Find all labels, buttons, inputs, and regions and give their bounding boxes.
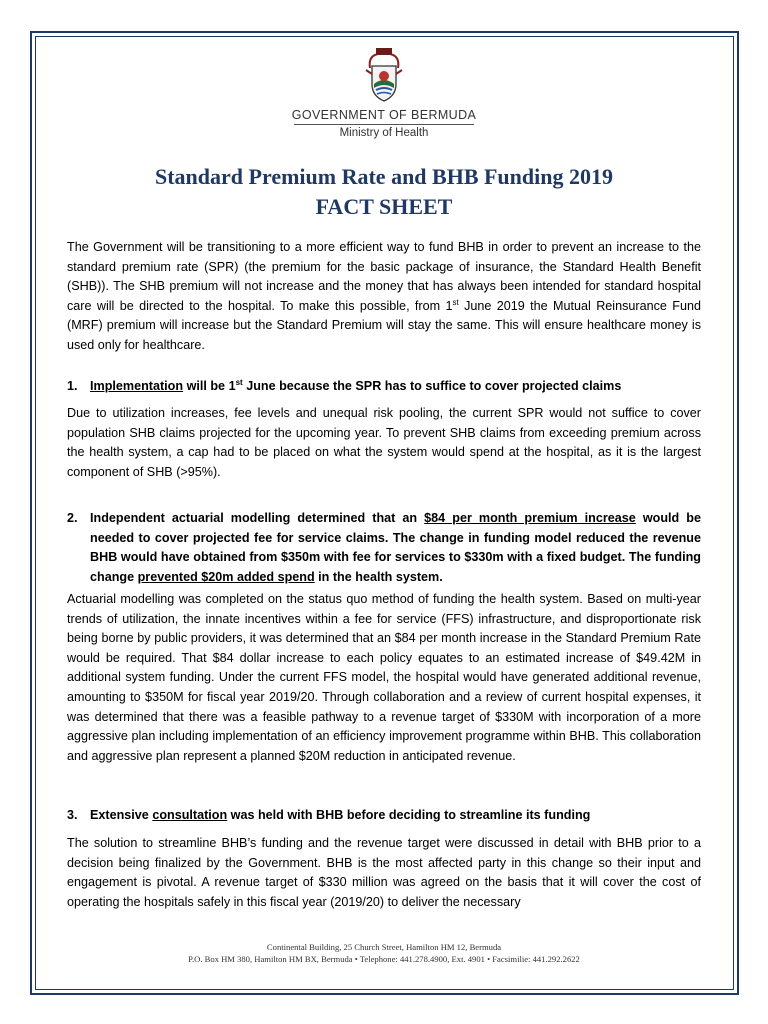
section-3-underlined: consultation [152, 808, 228, 822]
section-2-text-c: in the health system. [314, 569, 443, 584]
title-line-1: Standard Premium Rate and BHB Funding 2019 [154, 164, 613, 189]
section-1-text-b: June because the SPR has to suffice to cover projected claims [242, 379, 622, 393]
intro-paragraph [67, 238, 701, 356]
section-2-underlined-1: $84 per month premium increase [424, 511, 636, 525]
section-2-body: Actuarial modelling was completed on the status quo method of funding the health system. Based on multi-year trends of utilization, the innate incentives within a fee for service (FFS) infrastructure, and disproportionate risk being borne by public providers, it was determined that an $84 per month increase in the Standard Premium Rate would be required. That $84 dollar increase to each policy equates to an estimated increase of $49.42M in additional system funding. Under the current FFS model, the hospital would have generated additional revenue, amounting to $350M for fiscal year 2019/20. Through collaboration and a review of current hospital expenses, it was determined that there was a feasible pathway to a revenue target of $330M with incorporation of a more aggressive plan including implementation of an efficiency improvement programme within BHB. This collaboration and aggressive plan represent a planned $20M reduction in anticipated revenue. [67, 592, 701, 763]
section-1-number: 1. [67, 379, 78, 393]
section-1-heading [67, 377, 701, 397]
document-title [0, 162, 768, 222]
ministry-name: Ministry of Health [339, 127, 429, 139]
letterhead [0, 46, 768, 139]
intro-text-2: June 2019 the Mutual Reinsurance Fund (MRF) premium will increase but the Standard Premium will stay the same. This will ensure healthcare money is used only for healthcare. [67, 298, 701, 352]
intro-text-1: The Government will be transitioning to a more efficient way to fund BHB in order to prevent an increase to the standard premium rate (SPR) (the premium for the basic package of insurance, the Standard Health Benefit (SHB)). The SHB premium will not increase and the money that has always been intended for standard hospital care will be directed to the hospital. To make this possible, from 1 [67, 240, 701, 313]
government-name: GOVERNMENT OF BERMUDA [291, 108, 477, 122]
section-2-text-a: Independent actuarial modelling determined that an [90, 511, 425, 525]
section-1-text-a: will be 1 [183, 379, 236, 393]
letterhead-divider [294, 124, 474, 125]
title-line-2: FACT SHEET [315, 194, 453, 219]
section-1-sup: st [235, 378, 243, 387]
section-3-heading [67, 806, 701, 826]
footer-line-2: P.O. Box HM 380, Hamilton HM BX, Bermuda • Telephone: 441.278.4900, Ext. 4901 • Facsimilie: 441.292.2622 [188, 954, 580, 964]
section-2-number: 2. [67, 511, 78, 525]
section-3-text-a: Extensive [90, 808, 153, 822]
footer-line-1: Continental Building, 25 Church Street, Hamilton HM 12, Bermuda [266, 942, 502, 952]
section-3-number: 3. [67, 808, 78, 822]
section-2-underlined-2: prevented $20m added spend [137, 569, 315, 584]
bermuda-coat-of-arms-icon [362, 46, 406, 104]
section-2-text-b: would be needed to cover projected fee for service claims. The change in funding model reduced the revenue BHB would have obtained from $350m with fee for services to $330m with a fixed budget. The funding change [90, 511, 701, 584]
section-1-underlined: Implementation [90, 379, 184, 393]
section-2-heading [67, 509, 701, 587]
section-1-body: Due to utilization increases, fee levels and unequal risk pooling, the current SPR would not suffice to cover population SHB claims projected for the upcoming year. To prevent SHB claims from exceeding premium across the health system, a cap had to be placed on what the system would spend at the hospital, as it is the largest component of SHB (>95%). [67, 406, 701, 479]
intro-sup: st [452, 297, 459, 307]
section-3-body: The solution to streamline BHB’s funding and the revenue target were discussed in detail with BHB prior to a decision being finalized by the Government. BHB is the most affected party in this change so their input and engagement is pivotal. A revenue target of $330 million was agreed on the basis that it will cover the cost of operating the hospitals safely in this fiscal year (2019/20) to deliver the necessary [67, 836, 701, 909]
section-3-text-b: was held with BHB before deciding to streamline its funding [227, 808, 591, 822]
footer-address [0, 941, 768, 965]
